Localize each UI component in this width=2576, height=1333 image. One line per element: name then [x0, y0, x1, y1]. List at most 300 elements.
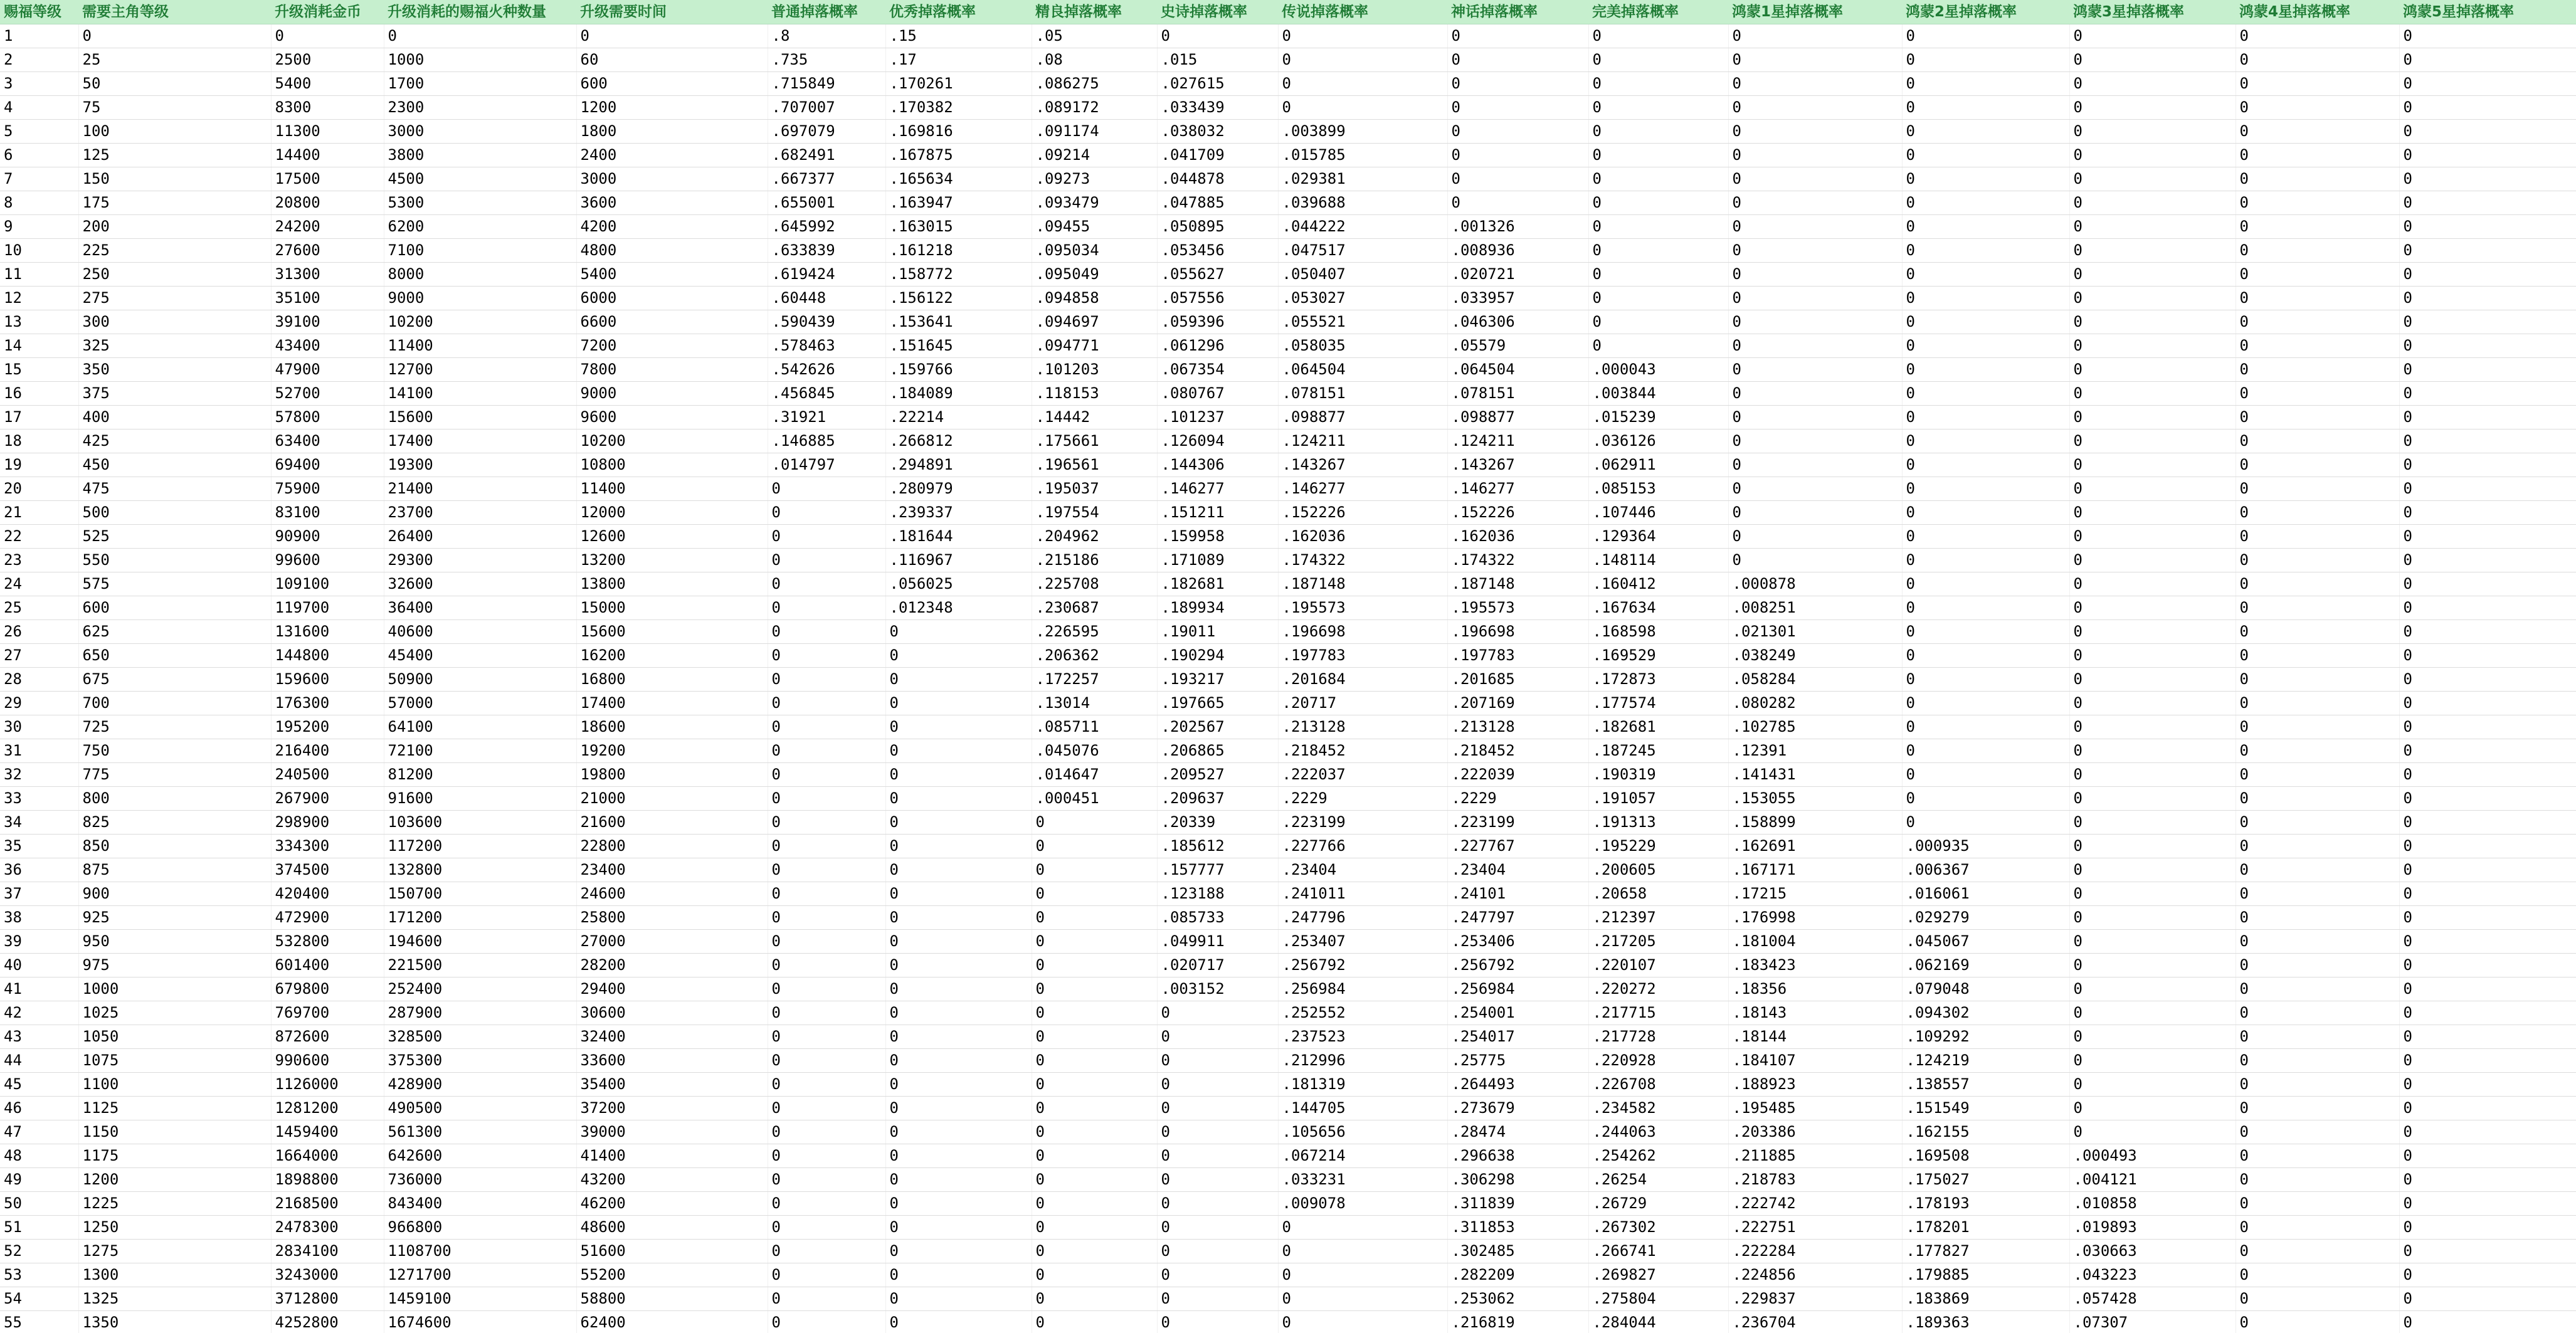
table-cell[interactable]: 0 — [2236, 239, 2399, 263]
table-cell[interactable]: 0 — [2399, 549, 2576, 572]
table-cell[interactable]: .234582 — [1588, 1097, 1728, 1120]
table-cell[interactable]: .050407 — [1278, 263, 1447, 287]
table-cell[interactable]: 0 — [2069, 215, 2236, 239]
table-cell[interactable]: 100 — [78, 120, 271, 144]
table-cell[interactable]: 0 — [1032, 1240, 1157, 1263]
table-cell[interactable]: .079048 — [1902, 977, 2069, 1001]
table-cell[interactable]: 0 — [2236, 477, 2399, 501]
table-cell[interactable]: .209527 — [1157, 763, 1278, 787]
table-cell[interactable]: 0 — [2236, 882, 2399, 906]
table-cell[interactable]: .038249 — [1728, 644, 1902, 668]
table-cell[interactable]: .169816 — [885, 120, 1032, 144]
table-cell[interactable]: .161218 — [885, 239, 1032, 263]
table-cell[interactable]: .193217 — [1157, 668, 1278, 692]
table-cell[interactable]: .171089 — [1157, 549, 1278, 572]
table-cell[interactable]: 221500 — [384, 954, 576, 977]
table-cell[interactable]: 0 — [2399, 167, 2576, 191]
table-cell[interactable]: 0 — [2236, 1049, 2399, 1073]
table-cell[interactable]: .266741 — [1588, 1240, 1728, 1263]
column-header[interactable]: 完美掉落概率 — [1588, 0, 1728, 24]
table-cell[interactable]: 1281200 — [271, 1097, 384, 1120]
table-cell[interactable]: .241011 — [1278, 882, 1447, 906]
table-cell[interactable]: 0 — [885, 1192, 1032, 1216]
table-cell[interactable]: 0 — [78, 24, 271, 48]
table-cell[interactable]: 4 — [0, 96, 78, 120]
table-cell[interactable]: .189363 — [1902, 1311, 2069, 1333]
table-cell[interactable]: 20800 — [271, 191, 384, 215]
table-cell[interactable]: .2229 — [1278, 787, 1447, 811]
table-cell[interactable]: .067354 — [1157, 358, 1278, 382]
table-cell[interactable]: .578463 — [768, 334, 885, 358]
table-cell[interactable]: .222037 — [1278, 763, 1447, 787]
table-cell[interactable]: 0 — [2399, 739, 2576, 763]
table-cell[interactable]: .253062 — [1447, 1287, 1588, 1311]
table-cell[interactable]: 81200 — [384, 763, 576, 787]
table-cell[interactable]: 25 — [78, 48, 271, 72]
table-cell[interactable]: 0 — [1902, 477, 2069, 501]
table-cell[interactable]: 642600 — [384, 1144, 576, 1168]
table-cell[interactable]: 1225 — [78, 1192, 271, 1216]
table-cell[interactable]: 0 — [768, 692, 885, 715]
table-cell[interactable]: 428900 — [384, 1073, 576, 1097]
table-cell[interactable]: 45400 — [384, 644, 576, 668]
table-cell[interactable]: .049911 — [1157, 930, 1278, 954]
table-cell[interactable]: 5 — [0, 120, 78, 144]
table-cell[interactable]: 32400 — [576, 1025, 768, 1049]
table-cell[interactable]: .60448 — [768, 287, 885, 310]
table-cell[interactable]: 0 — [768, 1263, 885, 1287]
table-cell[interactable]: .047885 — [1157, 191, 1278, 215]
table-cell[interactable]: .197783 — [1447, 644, 1588, 668]
table-cell[interactable]: 0 — [2236, 96, 2399, 120]
table-cell[interactable]: .095049 — [1032, 263, 1157, 287]
table-cell[interactable]: 0 — [1278, 24, 1447, 48]
table-cell[interactable]: .09214 — [1032, 144, 1157, 167]
table-cell[interactable]: 0 — [1902, 644, 2069, 668]
table-cell[interactable]: .098877 — [1447, 406, 1588, 429]
table-cell[interactable]: .05579 — [1447, 334, 1588, 358]
table-cell[interactable]: 0 — [768, 858, 885, 882]
table-cell[interactable]: 14 — [0, 334, 78, 358]
table-cell[interactable]: .590439 — [768, 310, 885, 334]
table-cell[interactable]: .23404 — [1447, 858, 1588, 882]
table-cell[interactable]: 0 — [1157, 1025, 1278, 1049]
table-cell[interactable]: 0 — [1588, 239, 1728, 263]
table-cell[interactable]: 0 — [2069, 1097, 2236, 1120]
table-cell[interactable]: 1200 — [576, 96, 768, 120]
table-cell[interactable]: .089172 — [1032, 96, 1157, 120]
table-cell[interactable]: 0 — [2069, 1049, 2236, 1073]
table-cell[interactable]: 1 — [0, 24, 78, 48]
table-cell[interactable]: .196698 — [1447, 620, 1588, 644]
table-cell[interactable]: 0 — [1447, 72, 1588, 96]
table-cell[interactable]: 0 — [2236, 263, 2399, 287]
table-cell[interactable]: 1125 — [78, 1097, 271, 1120]
table-cell[interactable]: 38 — [0, 906, 78, 930]
table-cell[interactable]: 26400 — [384, 525, 576, 549]
table-cell[interactable]: .247796 — [1278, 906, 1447, 930]
table-cell[interactable]: 0 — [1032, 1073, 1157, 1097]
table-cell[interactable]: 0 — [2399, 1073, 2576, 1097]
table-cell[interactable]: 30 — [0, 715, 78, 739]
table-cell[interactable]: .254017 — [1447, 1025, 1588, 1049]
table-cell[interactable]: 44 — [0, 1049, 78, 1073]
column-header[interactable]: 鸿蒙2星掉落概率 — [1902, 0, 2069, 24]
table-cell[interactable]: 0 — [2069, 1025, 2236, 1049]
column-header[interactable]: 优秀掉落概率 — [885, 0, 1032, 24]
table-cell[interactable]: .172257 — [1032, 668, 1157, 692]
table-cell[interactable]: .167171 — [1728, 858, 1902, 882]
table-cell[interactable]: .095034 — [1032, 239, 1157, 263]
table-cell[interactable]: 0 — [2399, 453, 2576, 477]
table-cell[interactable]: 0 — [2236, 620, 2399, 644]
table-cell[interactable]: 0 — [1032, 930, 1157, 954]
table-cell[interactable]: 22 — [0, 525, 78, 549]
table-cell[interactable]: .697079 — [768, 120, 885, 144]
table-cell[interactable]: 1050 — [78, 1025, 271, 1049]
table-cell[interactable]: 17400 — [384, 429, 576, 453]
table-cell[interactable]: 19300 — [384, 453, 576, 477]
table-cell[interactable]: 1350 — [78, 1311, 271, 1333]
table-cell[interactable]: 0 — [2069, 882, 2236, 906]
table-cell[interactable]: 0 — [768, 1168, 885, 1192]
table-cell[interactable]: 13200 — [576, 549, 768, 572]
table-cell[interactable]: 5400 — [576, 263, 768, 287]
table-cell[interactable]: 0 — [768, 1025, 885, 1049]
table-cell[interactable]: 28200 — [576, 954, 768, 977]
table-cell[interactable]: 48 — [0, 1144, 78, 1168]
table-cell[interactable]: 0 — [2069, 1120, 2236, 1144]
table-cell[interactable]: .091174 — [1032, 120, 1157, 144]
table-cell[interactable]: 4500 — [384, 167, 576, 191]
table-cell[interactable]: 14400 — [271, 144, 384, 167]
table-cell[interactable]: 0 — [2069, 429, 2236, 453]
table-cell[interactable]: 0 — [1902, 429, 2069, 453]
table-cell[interactable]: 0 — [2236, 811, 2399, 835]
table-cell[interactable]: .156122 — [885, 287, 1032, 310]
table-cell[interactable]: .282209 — [1447, 1263, 1588, 1287]
table-cell[interactable]: 0 — [2236, 501, 2399, 525]
table-cell[interactable]: .23404 — [1278, 858, 1447, 882]
table-cell[interactable]: 0 — [2069, 858, 2236, 882]
table-cell[interactable]: 1300 — [78, 1263, 271, 1287]
table-cell[interactable]: 0 — [2236, 215, 2399, 239]
table-cell[interactable]: 0 — [768, 977, 885, 1001]
table-cell[interactable]: .177827 — [1902, 1240, 2069, 1263]
table-cell[interactable]: 0 — [1588, 263, 1728, 287]
table-cell[interactable]: 267900 — [271, 787, 384, 811]
table-cell[interactable]: 16800 — [576, 668, 768, 692]
table-cell[interactable]: 0 — [2399, 48, 2576, 72]
table-cell[interactable]: 0 — [2236, 954, 2399, 977]
table-cell[interactable]: 1459100 — [384, 1287, 576, 1311]
table-cell[interactable]: 0 — [1157, 1097, 1278, 1120]
table-cell[interactable]: .8 — [768, 24, 885, 48]
table-cell[interactable]: .056025 — [885, 572, 1032, 596]
table-cell[interactable]: 0 — [2069, 453, 2236, 477]
table-cell[interactable]: 30600 — [576, 1001, 768, 1025]
table-cell[interactable]: 240500 — [271, 763, 384, 787]
table-cell[interactable]: 0 — [885, 1216, 1032, 1240]
table-cell[interactable]: .181004 — [1728, 930, 1902, 954]
table-cell[interactable]: 24600 — [576, 882, 768, 906]
table-cell[interactable]: 0 — [2069, 1001, 2236, 1025]
column-header[interactable]: 精良掉落概率 — [1032, 0, 1157, 24]
table-cell[interactable]: 0 — [2236, 1240, 2399, 1263]
table-cell[interactable]: 194600 — [384, 930, 576, 954]
table-cell[interactable]: 0 — [768, 501, 885, 525]
table-cell[interactable]: 325 — [78, 334, 271, 358]
table-cell[interactable]: .170261 — [885, 72, 1032, 96]
table-cell[interactable]: 0 — [2236, 1168, 2399, 1192]
table-cell[interactable]: .207169 — [1447, 692, 1588, 715]
table-cell[interactable]: 0 — [2069, 644, 2236, 668]
table-cell[interactable]: .195573 — [1447, 596, 1588, 620]
table-cell[interactable]: 900 — [78, 882, 271, 906]
table-cell[interactable]: 769700 — [271, 1001, 384, 1025]
table-cell[interactable]: 46 — [0, 1097, 78, 1120]
table-cell[interactable]: 3 — [0, 72, 78, 96]
table-cell[interactable]: .057556 — [1157, 287, 1278, 310]
table-cell[interactable]: 0 — [2236, 453, 2399, 477]
table-cell[interactable]: 90900 — [271, 525, 384, 549]
table-cell[interactable]: 0 — [2236, 549, 2399, 572]
table-cell[interactable]: .039688 — [1278, 191, 1447, 215]
table-cell[interactable]: .044878 — [1157, 167, 1278, 191]
table-cell[interactable]: .179885 — [1902, 1263, 2069, 1287]
table-cell[interactable]: 0 — [2399, 382, 2576, 406]
table-cell[interactable]: 11 — [0, 263, 78, 287]
table-cell[interactable]: 0 — [1588, 167, 1728, 191]
table-cell[interactable]: .015 — [1157, 48, 1278, 72]
table-cell[interactable]: 0 — [885, 1001, 1032, 1025]
table-cell[interactable]: 925 — [78, 906, 271, 930]
table-cell[interactable]: .080767 — [1157, 382, 1278, 406]
table-cell[interactable]: .196698 — [1278, 620, 1447, 644]
table-cell[interactable]: 0 — [1447, 48, 1588, 72]
table-cell[interactable]: 0 — [885, 1240, 1032, 1263]
table-cell[interactable]: .456845 — [768, 382, 885, 406]
table-cell[interactable]: .230687 — [1032, 596, 1157, 620]
table-cell[interactable]: 0 — [1032, 1097, 1157, 1120]
table-cell[interactable]: 0 — [2236, 572, 2399, 596]
table-cell[interactable]: 43200 — [576, 1168, 768, 1192]
table-cell[interactable]: .191057 — [1588, 787, 1728, 811]
table-cell[interactable]: 3243000 — [271, 1263, 384, 1287]
table-cell[interactable]: .151549 — [1902, 1097, 2069, 1120]
table-cell[interactable]: 0 — [2236, 906, 2399, 930]
table-cell[interactable]: 0 — [1278, 1216, 1447, 1240]
table-cell[interactable]: 72100 — [384, 739, 576, 763]
table-cell[interactable]: 0 — [2399, 977, 2576, 1001]
table-cell[interactable]: .157777 — [1157, 858, 1278, 882]
table-cell[interactable]: 6200 — [384, 215, 576, 239]
table-cell[interactable]: 11400 — [576, 477, 768, 501]
table-cell[interactable]: .204962 — [1032, 525, 1157, 549]
table-cell[interactable]: 0 — [2399, 1144, 2576, 1168]
table-cell[interactable]: .003844 — [1588, 382, 1728, 406]
table-cell[interactable]: 0 — [1728, 501, 1902, 525]
table-cell[interactable]: 0 — [1902, 24, 2069, 48]
table-cell[interactable]: 0 — [885, 811, 1032, 835]
table-cell[interactable]: 0 — [2069, 596, 2236, 620]
table-cell[interactable]: .735 — [768, 48, 885, 72]
table-cell[interactable]: 0 — [1902, 692, 2069, 715]
table-cell[interactable]: 0 — [1157, 1144, 1278, 1168]
table-cell[interactable]: 875 — [78, 858, 271, 882]
table-cell[interactable]: 0 — [2069, 620, 2236, 644]
table-cell[interactable]: 3000 — [576, 167, 768, 191]
table-cell[interactable]: .015785 — [1278, 144, 1447, 167]
table-cell[interactable]: .17 — [885, 48, 1032, 72]
table-cell[interactable]: 49 — [0, 1168, 78, 1192]
table-cell[interactable]: 23 — [0, 549, 78, 572]
table-cell[interactable]: 0 — [2399, 596, 2576, 620]
table-cell[interactable]: 0 — [1032, 977, 1157, 1001]
table-cell[interactable]: .050895 — [1157, 215, 1278, 239]
table-cell[interactable]: .212397 — [1588, 906, 1728, 930]
table-cell[interactable]: 13 — [0, 310, 78, 334]
table-cell[interactable]: 0 — [885, 1263, 1032, 1287]
table-cell[interactable]: 0 — [1157, 1311, 1278, 1333]
table-cell[interactable]: 0 — [768, 906, 885, 930]
table-cell[interactable]: 47 — [0, 1120, 78, 1144]
table-cell[interactable]: 0 — [885, 620, 1032, 644]
table-cell[interactable]: 0 — [2069, 787, 2236, 811]
table-cell[interactable]: 0 — [2399, 215, 2576, 239]
table-cell[interactable]: 0 — [1902, 596, 2069, 620]
table-cell[interactable]: 50900 — [384, 668, 576, 692]
table-cell[interactable]: 41400 — [576, 1144, 768, 1168]
table-cell[interactable]: .146277 — [1278, 477, 1447, 501]
table-cell[interactable]: 700 — [78, 692, 271, 715]
table-cell[interactable]: .655001 — [768, 191, 885, 215]
table-cell[interactable]: 144800 — [271, 644, 384, 668]
table-cell[interactable]: 11300 — [271, 120, 384, 144]
table-cell[interactable]: 0 — [1728, 382, 1902, 406]
table-cell[interactable]: .003899 — [1278, 120, 1447, 144]
table-cell[interactable]: .041709 — [1157, 144, 1278, 167]
table-cell[interactable]: 52 — [0, 1240, 78, 1263]
table-cell[interactable]: 0 — [1902, 72, 2069, 96]
table-cell[interactable]: 27600 — [271, 239, 384, 263]
table-cell[interactable]: 0 — [1902, 263, 2069, 287]
table-cell[interactable]: 195200 — [271, 715, 384, 739]
table-cell[interactable]: 0 — [1902, 358, 2069, 382]
column-header[interactable]: 鸿蒙3星掉落概率 — [2069, 0, 2236, 24]
table-cell[interactable]: .062169 — [1902, 954, 2069, 977]
table-cell[interactable]: 0 — [2399, 1287, 2576, 1311]
table-cell[interactable]: 8000 — [384, 263, 576, 287]
table-cell[interactable]: 0 — [768, 1144, 885, 1168]
table-cell[interactable]: 0 — [768, 1192, 885, 1216]
table-cell[interactable]: .146277 — [1447, 477, 1588, 501]
table-cell[interactable]: .09455 — [1032, 215, 1157, 239]
table-cell[interactable]: 7200 — [576, 334, 768, 358]
table-cell[interactable]: .158772 — [885, 263, 1032, 287]
table-cell[interactable]: 10800 — [576, 453, 768, 477]
table-cell[interactable]: .000451 — [1032, 787, 1157, 811]
table-cell[interactable]: 0 — [2399, 1216, 2576, 1240]
table-cell[interactable]: .146885 — [768, 429, 885, 453]
table-cell[interactable]: .217205 — [1588, 930, 1728, 954]
table-cell[interactable]: 0 — [2236, 167, 2399, 191]
table-cell[interactable]: .094858 — [1032, 287, 1157, 310]
table-cell[interactable]: 125 — [78, 144, 271, 167]
table-cell[interactable]: 0 — [768, 596, 885, 620]
table-cell[interactable]: 9000 — [384, 287, 576, 310]
table-cell[interactable]: 0 — [885, 906, 1032, 930]
table-cell[interactable]: 2400 — [576, 144, 768, 167]
table-cell[interactable]: 16200 — [576, 644, 768, 668]
table-cell[interactable]: 39100 — [271, 310, 384, 334]
table-cell[interactable]: 0 — [1447, 24, 1588, 48]
table-cell[interactable]: .053027 — [1278, 287, 1447, 310]
table-cell[interactable]: .174322 — [1447, 549, 1588, 572]
table-cell[interactable]: 350 — [78, 358, 271, 382]
table-cell[interactable]: .195485 — [1728, 1097, 1902, 1120]
table-cell[interactable]: 287900 — [384, 1001, 576, 1025]
table-cell[interactable]: 2 — [0, 48, 78, 72]
table-cell[interactable]: .213128 — [1278, 715, 1447, 739]
table-cell[interactable]: .067214 — [1278, 1144, 1447, 1168]
table-cell[interactable]: .188923 — [1728, 1073, 1902, 1097]
table-cell[interactable]: .220272 — [1588, 977, 1728, 1001]
table-cell[interactable]: 1126000 — [271, 1073, 384, 1097]
table-cell[interactable]: 175 — [78, 191, 271, 215]
table-cell[interactable]: 48600 — [576, 1216, 768, 1240]
table-cell[interactable]: 0 — [2399, 835, 2576, 858]
table-cell[interactable]: .123188 — [1157, 882, 1278, 906]
table-cell[interactable]: .275804 — [1588, 1287, 1728, 1311]
table-cell[interactable]: 0 — [2236, 24, 2399, 48]
table-cell[interactable]: 0 — [1728, 477, 1902, 501]
table-cell[interactable]: 21600 — [576, 811, 768, 835]
table-cell[interactable]: 0 — [1588, 215, 1728, 239]
table-cell[interactable]: .223199 — [1278, 811, 1447, 835]
table-cell[interactable]: 119700 — [271, 596, 384, 620]
table-cell[interactable]: .174322 — [1278, 549, 1447, 572]
table-cell[interactable]: 334300 — [271, 835, 384, 858]
table-cell[interactable]: .162036 — [1278, 525, 1447, 549]
table-cell[interactable]: 0 — [2069, 334, 2236, 358]
table-cell[interactable]: .009078 — [1278, 1192, 1447, 1216]
table-cell[interactable]: 0 — [2236, 525, 2399, 549]
table-cell[interactable]: 0 — [1728, 120, 1902, 144]
table-cell[interactable]: 0 — [1447, 191, 1588, 215]
table-cell[interactable]: .080282 — [1728, 692, 1902, 715]
table-cell[interactable]: 0 — [2399, 763, 2576, 787]
table-cell[interactable]: .172873 — [1588, 668, 1728, 692]
table-cell[interactable]: 0 — [1902, 144, 2069, 167]
table-cell[interactable]: 0 — [1032, 1311, 1157, 1333]
table-cell[interactable]: 0 — [1902, 739, 2069, 763]
table-cell[interactable]: .195037 — [1032, 477, 1157, 501]
table-cell[interactable]: 0 — [1032, 1287, 1157, 1311]
table-cell[interactable]: 6000 — [576, 287, 768, 310]
table-cell[interactable]: 0 — [768, 525, 885, 549]
table-cell[interactable]: 8 — [0, 191, 78, 215]
table-cell[interactable]: 0 — [1902, 215, 2069, 239]
table-cell[interactable]: .18143 — [1728, 1001, 1902, 1025]
table-cell[interactable]: 3600 — [576, 191, 768, 215]
table-cell[interactable]: .178193 — [1902, 1192, 2069, 1216]
table-cell[interactable]: .143267 — [1447, 453, 1588, 477]
table-cell[interactable]: 0 — [1728, 549, 1902, 572]
table-cell[interactable]: 0 — [768, 715, 885, 739]
table-cell[interactable]: .20339 — [1157, 811, 1278, 835]
table-cell[interactable]: 17400 — [576, 692, 768, 715]
